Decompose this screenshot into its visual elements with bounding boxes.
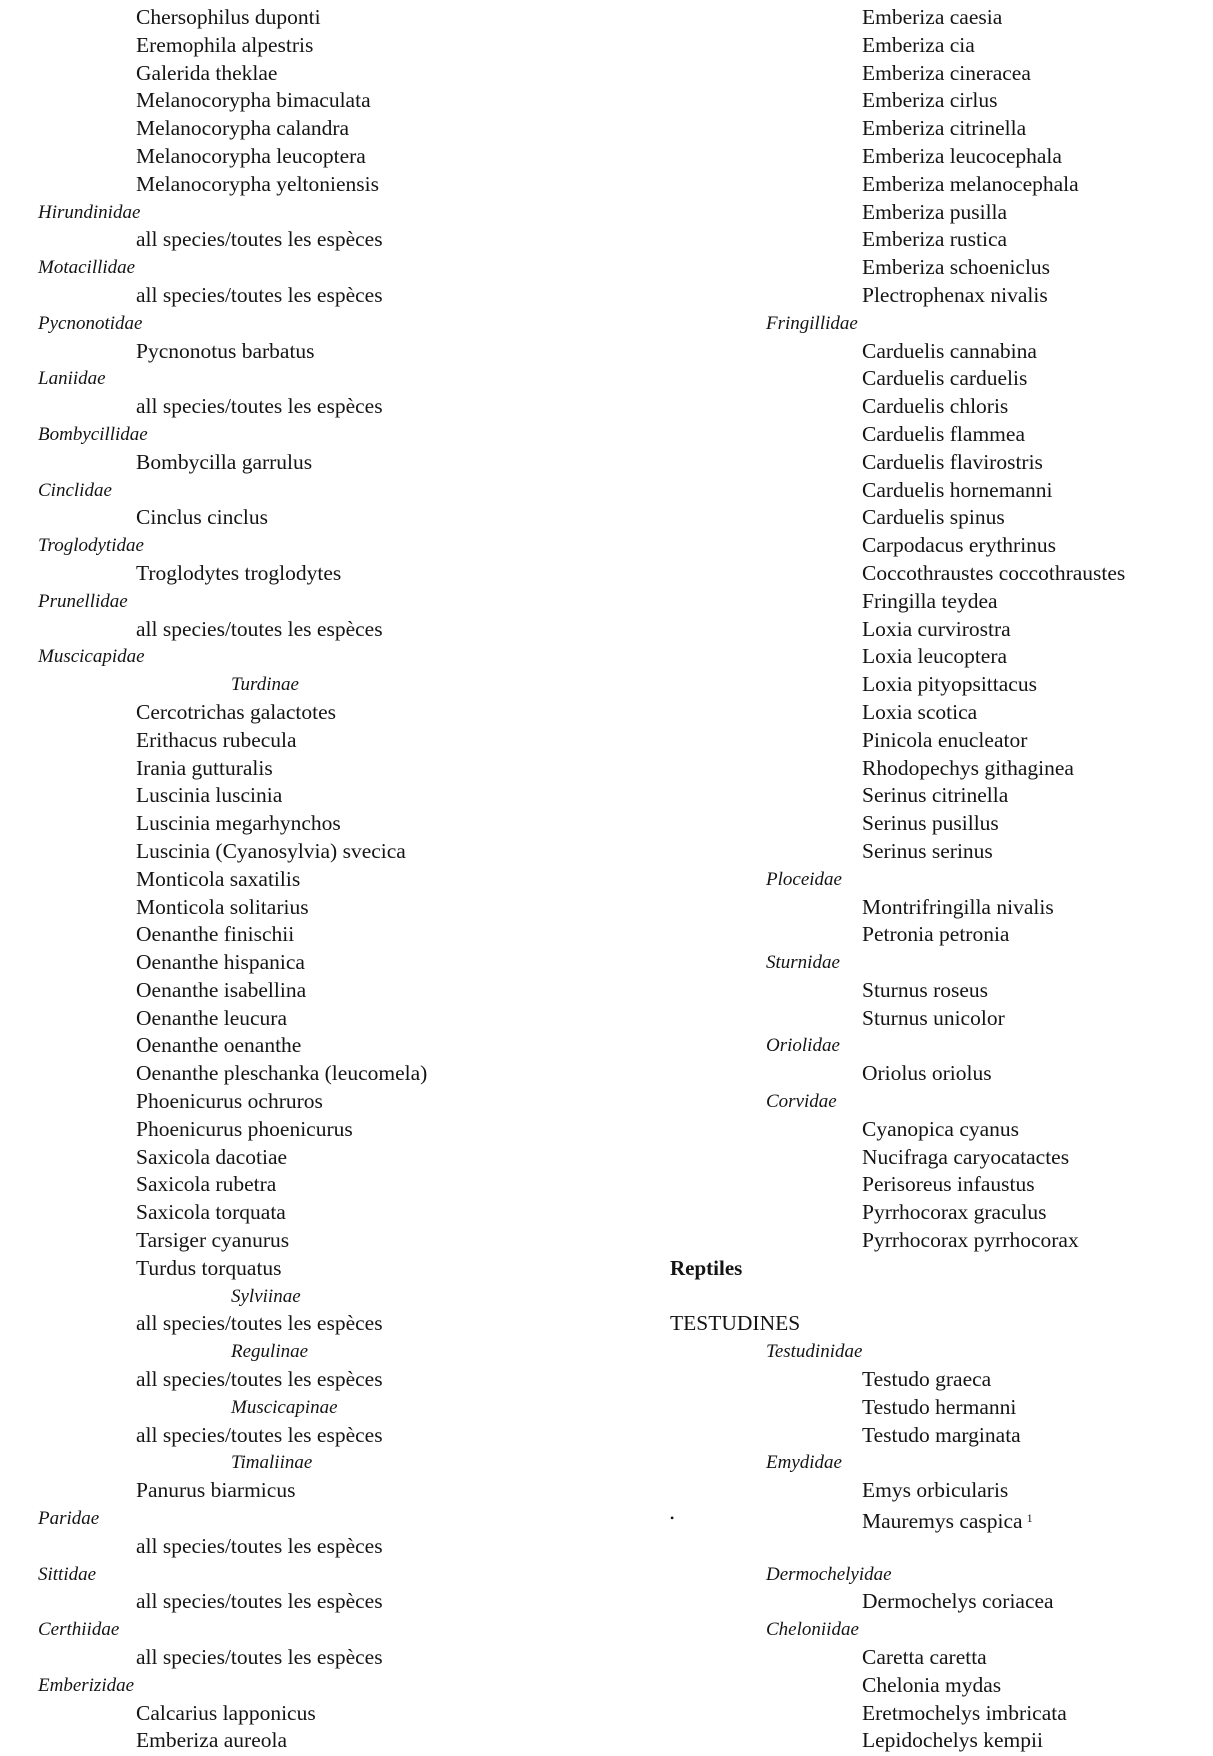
entry-text: Pyrrhocorax pyrrhocorax: [862, 1228, 1079, 1253]
subfamily-heading: [38, 671, 598, 699]
left-column: [38, 4, 598, 1755]
entry-text: Loxia scotica: [862, 699, 978, 724]
entry-text: Oenanthe hispanica: [136, 950, 305, 975]
family-heading: [670, 1088, 1200, 1116]
species-entry: [670, 393, 1200, 421]
species-entry: [38, 1366, 598, 1394]
entry-text: Chelonia mydas: [862, 1672, 1002, 1697]
entry-text: Luscinia (Cyanosylvia) svecica: [136, 838, 406, 863]
species-entry: [670, 1422, 1200, 1450]
species-entry: [670, 282, 1200, 310]
entry-text: Oriolus oriolus: [862, 1061, 992, 1086]
species-entry: [670, 365, 1200, 393]
entry-text: Serinus citrinella: [862, 783, 1009, 808]
entry-text: all species/toutes les espèces: [136, 227, 383, 252]
entry-text: Testudo graeca: [862, 1367, 992, 1392]
right-column: [670, 4, 1200, 1755]
species-entry: [38, 755, 598, 783]
species-entry: [670, 1227, 1200, 1255]
family-heading: [670, 1032, 1200, 1060]
species-entry: [670, 643, 1200, 671]
species-entry: [38, 1422, 598, 1450]
species-entry: [38, 560, 598, 588]
entry-text: Saxicola torquata: [136, 1200, 286, 1225]
entry-text: Petronia petronia: [862, 922, 1010, 947]
entry-text: Turdinae: [231, 674, 299, 696]
species-entry: [38, 171, 598, 199]
family-heading: [670, 1616, 1200, 1644]
entry-text: Timaliinae: [231, 1452, 313, 1474]
species-entry: [670, 921, 1200, 949]
entry-text: Carduelis hornemanni: [862, 477, 1053, 502]
species-entry: [38, 949, 598, 977]
species-entry: [38, 1644, 598, 1672]
entry-text: Melanocorypha bimaculata: [136, 88, 371, 113]
entry-text: Rhodopechys githaginea: [862, 755, 1074, 780]
entry-text: Sylviinae: [231, 1285, 301, 1307]
entry-text: Dermochelyidae: [766, 1563, 892, 1585]
entry-text: Luscinia megarhynchos: [136, 811, 341, 836]
entry-text: all species/toutes les espèces: [136, 616, 383, 641]
species-entry: [670, 32, 1200, 60]
species-entry: [38, 1700, 598, 1728]
entry-text: Luscinia luscinia: [136, 783, 283, 808]
spacer-line: [670, 1533, 1200, 1561]
family-heading: [38, 588, 598, 616]
entry-text: Carduelis flammea: [862, 421, 1025, 446]
species-entry: [38, 87, 598, 115]
species-entry: [38, 338, 598, 366]
species-entry: [670, 338, 1200, 366]
entry-text: Cheloniidae: [766, 1619, 859, 1641]
species-entry: [38, 1144, 598, 1172]
entry-text: Pinicola enucleator: [862, 727, 1028, 752]
family-heading: [38, 1505, 598, 1533]
entry-text: Emberiza rustica: [862, 227, 1008, 252]
species-entry: [670, 1700, 1200, 1728]
species-entry: [38, 226, 598, 254]
entry-text: Testudo marginata: [862, 1422, 1021, 1447]
family-heading: [38, 1561, 598, 1589]
entry-text: Monticola saxatilis: [136, 866, 301, 891]
entry-text: Carduelis cannabina: [862, 338, 1037, 363]
species-entry: [38, 977, 598, 1005]
entry-text: Perisoreus infaustus: [862, 1172, 1035, 1197]
entry-text: Troglodytidae: [38, 535, 144, 557]
entry-text: Bombycilla garrulus: [136, 449, 313, 474]
species-entry: [670, 449, 1200, 477]
entry-text: all species/toutes les espèces: [136, 1311, 383, 1336]
species-entry: [670, 1060, 1200, 1088]
entry-text: Saxicola dacotiae: [136, 1144, 288, 1169]
species-entry: [670, 1727, 1200, 1755]
footnote-marker: 1: [1026, 1511, 1033, 1526]
species-entry: [38, 1032, 598, 1060]
entry-text: Melanocorypha leucoptera: [136, 143, 366, 168]
entry-text: Serinus serinus: [862, 838, 993, 863]
species-entry: [670, 894, 1200, 922]
entry-text: Sturnus roseus: [862, 977, 989, 1002]
species-entry: [670, 504, 1200, 532]
species-entry: [670, 4, 1200, 32]
family-heading: [670, 866, 1200, 894]
entry-text: Panurus biarmicus: [136, 1478, 296, 1503]
species-entry: [670, 1366, 1200, 1394]
entry-text: Hirundinidae: [38, 201, 141, 223]
entry-text: Coccothraustes coccothraustes: [862, 560, 1126, 585]
entry-text: Sittidae: [38, 1563, 97, 1585]
entry-text: Emberizidae: [38, 1674, 135, 1696]
subfamily-heading: [38, 1283, 598, 1311]
entry-text: Emberiza citrinella: [862, 116, 1027, 141]
species-entry: [670, 60, 1200, 88]
species-entry: [38, 1199, 598, 1227]
species-entry: [670, 1672, 1200, 1700]
entry-text: all species/toutes les espèces: [136, 282, 383, 307]
species-entry: [38, 143, 598, 171]
species-entry: [670, 699, 1200, 727]
species-entry: [38, 921, 598, 949]
entry-text: Carpodacus erythrinus: [862, 533, 1057, 558]
entry-text: Irania gutturalis: [136, 755, 273, 780]
species-entry: [670, 671, 1200, 699]
entry-text: Carduelis chloris: [862, 394, 1009, 419]
family-heading: [670, 949, 1200, 977]
entry-text: Phoenicurus phoenicurus: [136, 1116, 353, 1141]
entry-text: Muscicapidae: [38, 646, 145, 668]
species-entry: [38, 115, 598, 143]
entry-text: Chersophilus duponti: [136, 5, 321, 29]
entry-text: Emberiza aureola: [136, 1728, 288, 1753]
entry-text: Loxia pityopsittacus: [862, 672, 1037, 697]
family-heading: [38, 310, 598, 338]
entry-text: Oenanthe finischii: [136, 922, 295, 947]
entry-text: Galerida theklae: [136, 60, 278, 85]
entry-text: all species/toutes les espèces: [136, 1422, 383, 1447]
entry-text: Melanocorypha calandra: [136, 116, 350, 141]
subfamily-heading: [38, 1449, 598, 1477]
species-entry: [670, 1505, 1200, 1533]
family-heading: [38, 477, 598, 505]
family-heading: [38, 1616, 598, 1644]
entry-text: Melanocorypha yeltoniensis: [136, 171, 380, 196]
entry-text: Serinus pusillus: [862, 811, 999, 836]
family-heading: [38, 199, 598, 227]
entry-text: Regulinae: [231, 1341, 309, 1363]
species-entry: [38, 282, 598, 310]
species-entry: [670, 1394, 1200, 1422]
entry-text: all species/toutes les espèces: [136, 1533, 383, 1558]
entry-text: Fringillidae: [766, 312, 858, 334]
species-entry: [670, 254, 1200, 282]
species-entry: [670, 588, 1200, 616]
entry-text: Oenanthe pleschanka (leucomela): [136, 1061, 428, 1086]
entry-text: Nucifraga caryocatactes: [862, 1144, 1070, 1169]
entry-text: all species/toutes les espèces: [136, 1367, 383, 1392]
species-entry: [670, 1477, 1200, 1505]
species-entry: [38, 1477, 598, 1505]
species-entry: [38, 894, 598, 922]
entry-text: Lepidochelys kempii: [862, 1728, 1043, 1753]
entry-text: Loxia curvirostra: [862, 616, 1011, 641]
entry-text: Emberiza schoeniclus: [862, 255, 1051, 280]
entry-text: Muscicapinae: [231, 1396, 338, 1418]
entry-text: Carduelis carduelis: [862, 366, 1028, 391]
species-entry: [670, 226, 1200, 254]
entry-text: TESTUDINES: [670, 1311, 801, 1336]
species-entry: [38, 504, 598, 532]
family-heading: [670, 1561, 1200, 1589]
species-entry: [38, 1171, 598, 1199]
species-entry: [670, 532, 1200, 560]
species-entry: [38, 616, 598, 644]
entry-text: Sturnus unicolor: [862, 1005, 1005, 1030]
entry-text: Cercotrichas galactotes: [136, 699, 336, 724]
species-entry: [670, 1144, 1200, 1172]
entry-text: Testudo hermanni: [862, 1394, 1017, 1419]
species-entry: [38, 782, 598, 810]
entry-text: Emys orbicularis: [862, 1478, 1009, 1503]
species-entry: [670, 560, 1200, 588]
species-entry: [38, 1116, 598, 1144]
entry-text: Cyanopica cyanus: [862, 1116, 1020, 1141]
entry-text: Dermochelys coriacea: [862, 1589, 1054, 1614]
species-entry: [38, 449, 598, 477]
subfamily-heading: [38, 1338, 598, 1366]
species-entry: [38, 1255, 598, 1283]
entry-text: Oenanthe isabellina: [136, 977, 307, 1002]
entry-text: all species/toutes les espèces: [136, 394, 383, 419]
species-entry: [670, 755, 1200, 783]
species-entry: [670, 782, 1200, 810]
species-entry: [670, 1644, 1200, 1672]
entry-text: Troglodytes troglodytes: [136, 560, 342, 585]
entry-text: Oenanthe oenanthe: [136, 1033, 302, 1058]
species-entry: [670, 1588, 1200, 1616]
entry-text: Emydidae: [766, 1452, 842, 1474]
entry-text: Laniidae: [38, 368, 106, 390]
species-entry: [38, 4, 598, 32]
entry-text: Monticola solitarius: [136, 894, 309, 919]
species-entry: [670, 115, 1200, 143]
species-entry: [38, 1310, 598, 1338]
entry-text: Pycnonotus barbatus: [136, 338, 315, 363]
entry-text: Plectrophenax nivalis: [862, 282, 1048, 307]
entry-text: Saxicola rubetra: [136, 1172, 277, 1197]
entry-text: Carduelis flavirostris: [862, 449, 1043, 474]
entry-text: Bombycillidae: [38, 423, 148, 445]
entry-text: Motacillidae: [38, 257, 136, 279]
species-entry: [38, 1533, 598, 1561]
order-heading: [670, 1310, 1200, 1338]
species-entry: [38, 727, 598, 755]
species-entry: [670, 810, 1200, 838]
family-heading: [38, 1672, 598, 1700]
entry-text: Paridae: [38, 1508, 100, 1530]
species-entry: [38, 393, 598, 421]
species-entry: [670, 1171, 1200, 1199]
entry-text: Turdus torquatus: [136, 1255, 282, 1280]
species-entry: [670, 171, 1200, 199]
entry-text: Montrifringilla nivalis: [862, 894, 1054, 919]
family-heading: [38, 254, 598, 282]
species-entry: [670, 1005, 1200, 1033]
entry-text: Mauremys caspica: [862, 1509, 1023, 1534]
subfamily-heading: [38, 1394, 598, 1422]
entry-text: Emberiza cineracea: [862, 60, 1031, 85]
species-entry: [38, 1727, 598, 1755]
entry-text: Oenanthe leucura: [136, 1005, 288, 1030]
family-heading: [38, 365, 598, 393]
family-heading: [670, 310, 1200, 338]
entry-text: Ploceidae: [766, 868, 842, 890]
species-entry: [670, 1199, 1200, 1227]
entry-text: Emberiza cirlus: [862, 88, 998, 113]
species-entry: [38, 1060, 598, 1088]
species-entry: [670, 143, 1200, 171]
family-heading: [670, 1449, 1200, 1477]
species-entry: [38, 32, 598, 60]
entry-text: Loxia leucoptera: [862, 644, 1008, 669]
entry-text: Prunellidae: [38, 590, 128, 612]
species-entry: [38, 866, 598, 894]
species-entry: [38, 60, 598, 88]
entry-text: all species/toutes les espèces: [136, 1645, 383, 1670]
species-entry: [670, 1116, 1200, 1144]
species-entry: [670, 977, 1200, 1005]
family-heading: [38, 532, 598, 560]
entry-text: Reptiles: [670, 1255, 743, 1280]
species-entry: [38, 838, 598, 866]
species-entry: [38, 1227, 598, 1255]
species-entry: [38, 1088, 598, 1116]
family-heading: [38, 421, 598, 449]
species-entry: [38, 1005, 598, 1033]
family-heading: [670, 1338, 1200, 1366]
entry-text: Calcarius lapponicus: [136, 1700, 316, 1725]
entry-text: Caretta caretta: [862, 1645, 987, 1670]
species-entry: [670, 87, 1200, 115]
species-entry: [670, 477, 1200, 505]
entry-text: Fringilla teydea: [862, 588, 998, 613]
entry-text: Cinclus cinclus: [136, 505, 268, 530]
entry-text: Oriolidae: [766, 1035, 840, 1057]
species-entry: [670, 199, 1200, 227]
entry-text: Emberiza cia: [862, 32, 975, 57]
spacer-line: [670, 1283, 1200, 1311]
entry-text: Tarsiger cyanurus: [136, 1228, 290, 1253]
species-entry: [670, 838, 1200, 866]
entry-text: Erithacus rubecula: [136, 727, 297, 752]
species-entry: [38, 699, 598, 727]
entry-text: Pyrrhocorax graculus: [862, 1200, 1047, 1225]
group-heading: [670, 1255, 1200, 1283]
entry-text: Pycnonotidae: [38, 312, 143, 334]
bullet-mark: •: [670, 1511, 675, 1526]
species-entry: [670, 727, 1200, 755]
species-entry: [670, 421, 1200, 449]
entry-text: Testudinidae: [766, 1341, 863, 1363]
species-entry: [38, 1588, 598, 1616]
entry-text: Phoenicurus ochruros: [136, 1089, 323, 1114]
entry-text: all species/toutes les espèces: [136, 1589, 383, 1614]
species-entry: [670, 616, 1200, 644]
entry-text: Emberiza leucocephala: [862, 143, 1062, 168]
entry-text: Eremophila alpestris: [136, 32, 314, 57]
entry-text: Emberiza pusilla: [862, 199, 1008, 224]
family-heading: [38, 643, 598, 671]
entry-text: Corvidae: [766, 1091, 837, 1113]
entry-text: Carduelis spinus: [862, 505, 1005, 530]
entry-text: Sturnidae: [766, 952, 840, 974]
entry-text: Eretmochelys imbricata: [862, 1700, 1067, 1725]
entry-text: Certhiidae: [38, 1619, 120, 1641]
species-entry: [38, 810, 598, 838]
entry-text: Emberiza caesia: [862, 5, 1003, 29]
entry-text: Cinclidae: [38, 479, 112, 501]
entry-text: Emberiza melanocephala: [862, 171, 1079, 196]
